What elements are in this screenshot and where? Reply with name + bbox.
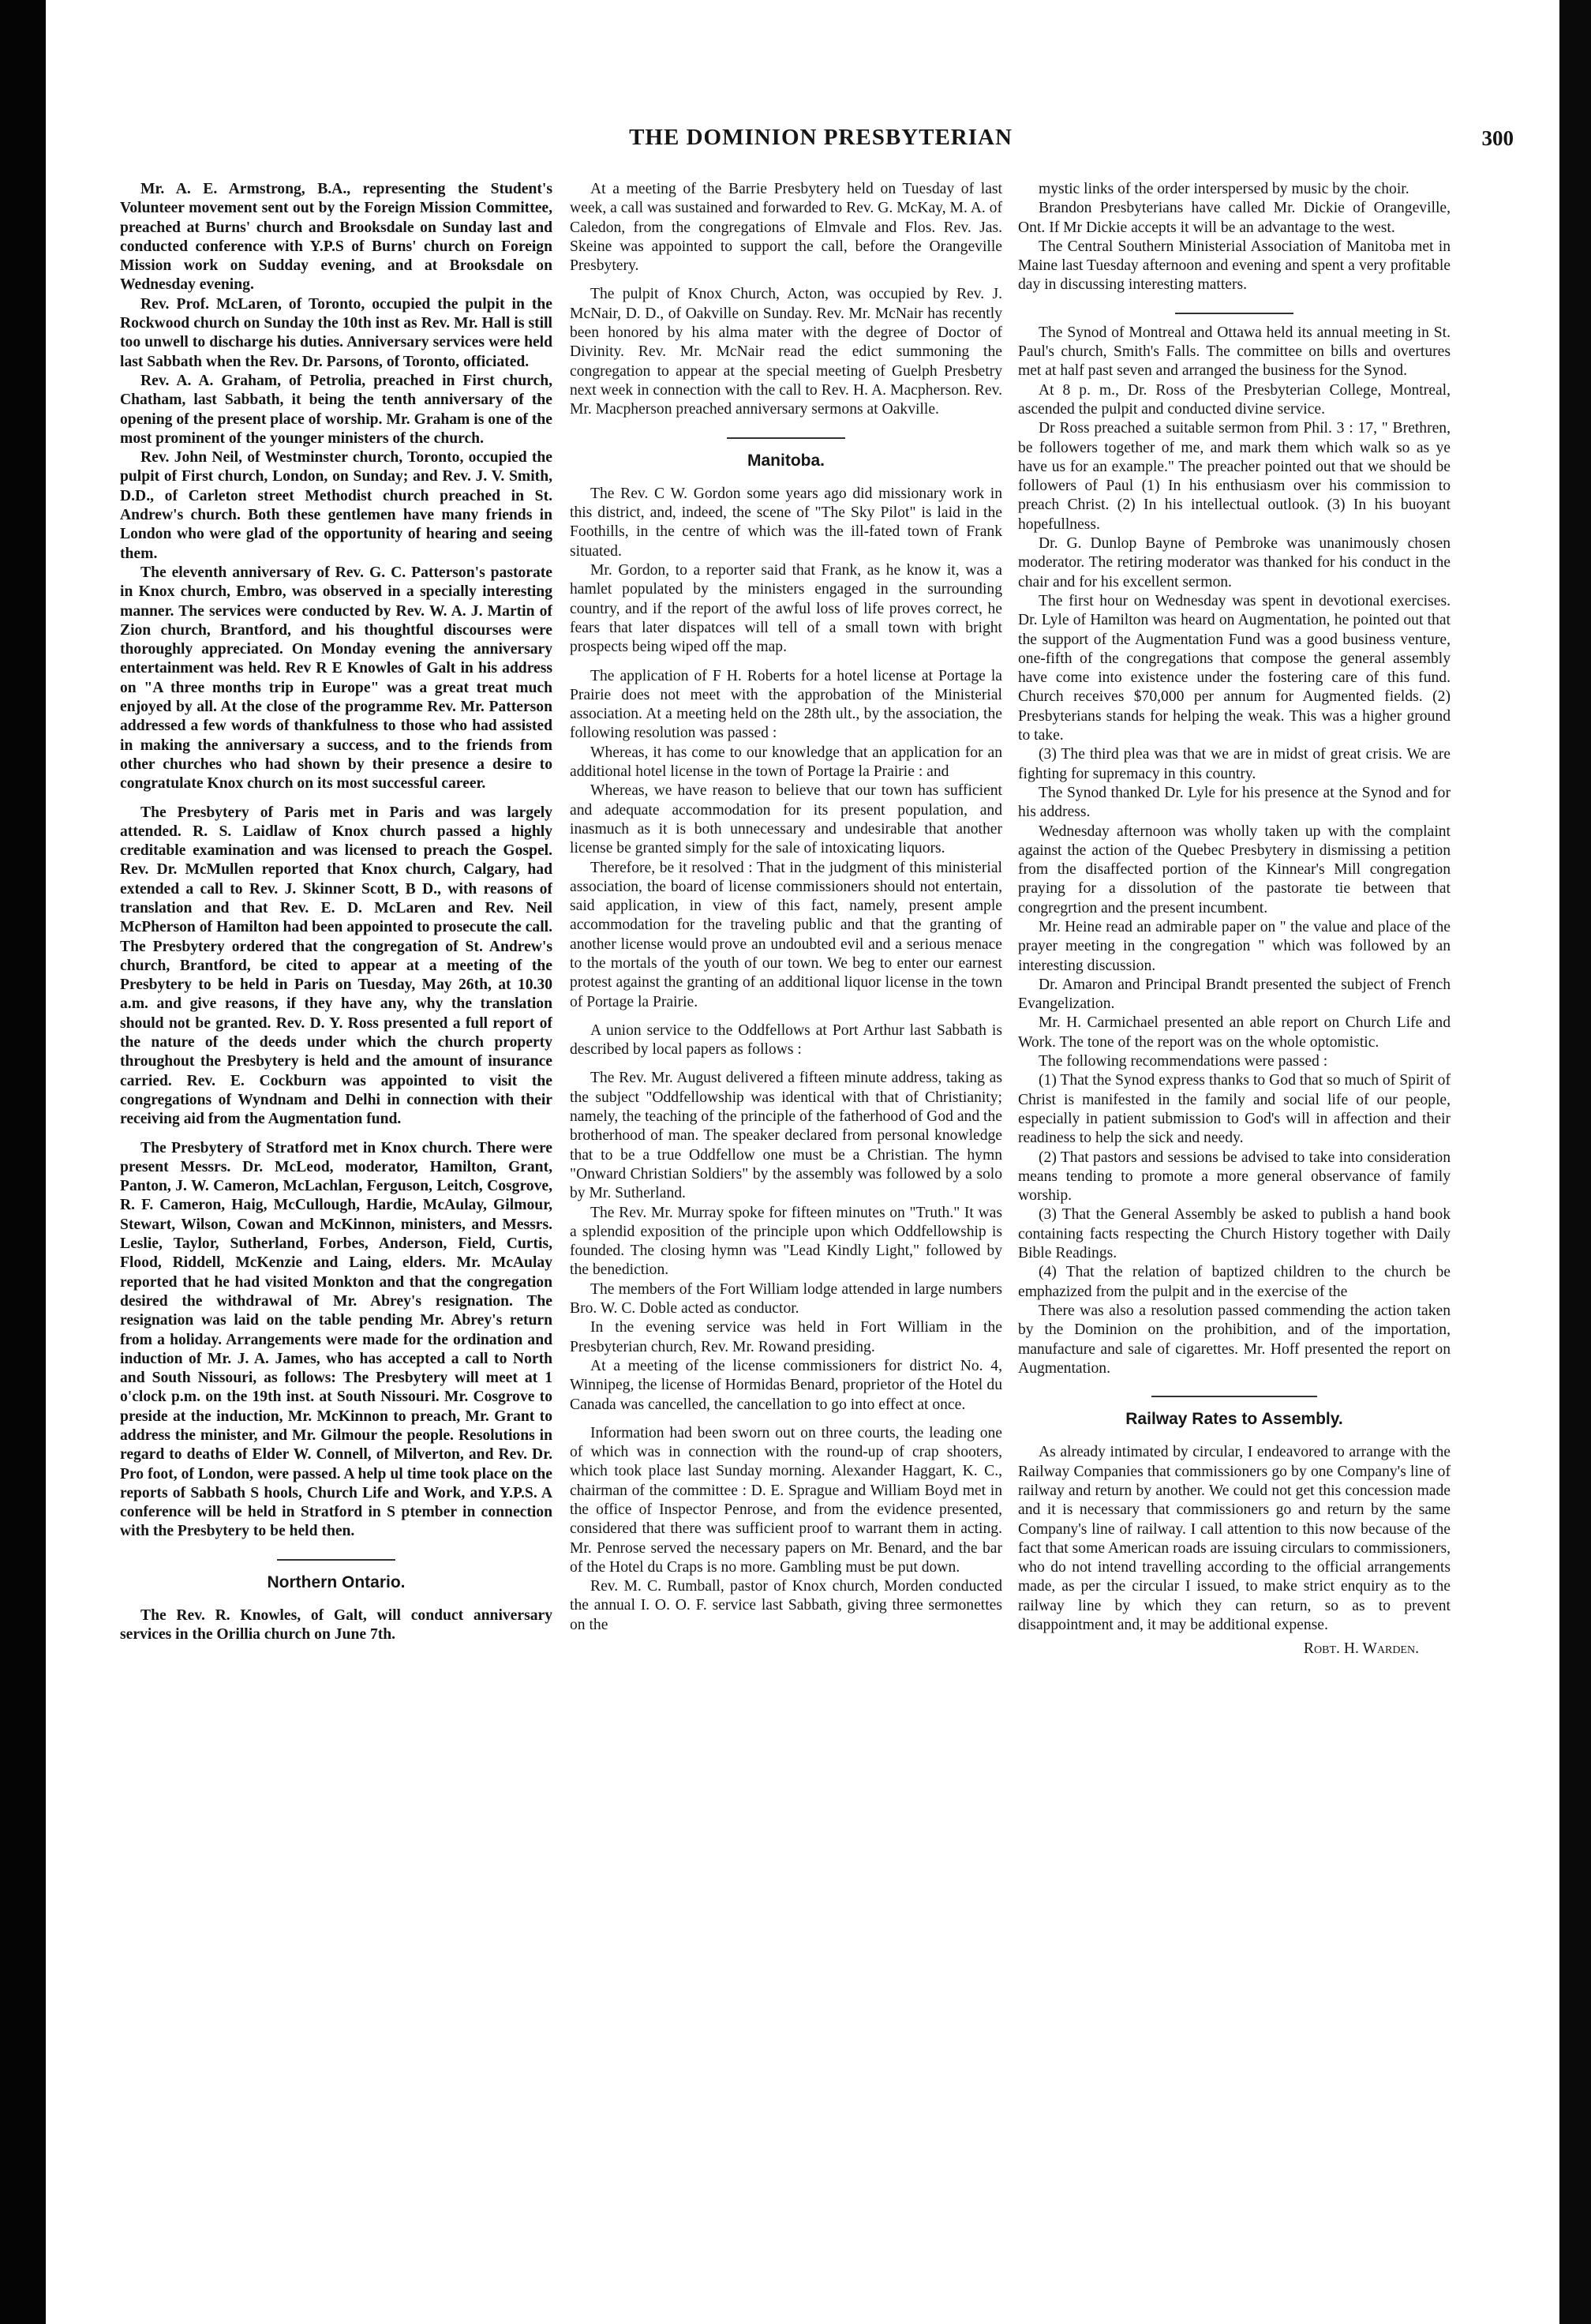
section-heading: Manitoba.: [747, 451, 825, 470]
paragraph: The application of F H. Roberts for a hotel license at Portage la Prairie does not meet with the approbation of the Ministerial association. At a meeting held on the 28th ult., by the association, the following resolution was passed :: [570, 667, 1002, 742]
paragraph: Whereas, we have reason to believe that our town has sufficient and adequate accommodation for its present population, and inasmuch as it is both unnecessary and undesirable that another license be granted simply for the sale of intoxicating liquors.: [570, 782, 1002, 857]
paragraph: The Rev. Mr. August delivered a fifteen minute address, taking as the subject "Oddfellowship was identical with that of Christianity; namely, the teaching of the principle of the fatherhood of God and the brotherhood of man. The speaker declared from personal knowledge that to be a true Oddfellow one must be a Christian. The hymn "Onward Christian Soldiers" by the assembly was followed by a solo by Mr. Sutherland.: [570, 1070, 1002, 1202]
paragraph: The Central Southern Ministerial Association of Manitoba met in Maine last Tuesday afternoon and evening and spent a very profitable day in discussing interesting matters.: [1018, 238, 1451, 294]
paragraph: Rev. Prof. McLaren, of Toronto, occupied the pulpit in the Rockwood church on Sunday the 10th inst as Rev. Mr. Hall is still too unwell to discharge his duties. Anniversary services were held last Sabbath when the Rev. Dr. Parsons, of Toronto, officiated.: [120, 295, 552, 370]
paragraph: A union service to the Oddfellows at Port Arthur last Sabbath is described by local papers as follows :: [570, 1021, 1002, 1059]
paragraph: Dr. Amaron and Principal Brandt presented the subject of French Evangelization.: [1018, 976, 1451, 1013]
paragraph: Dr Ross preached a suitable sermon from Phil. 3 : 17, " Brethren, be followers together of me, and mark them which walk so as ye have us for an example." The preacher pointed out that we should be followers of Paul (1) In his enthusiasm over his commission to preach Christ. (2) In his intellectual outlook. (3) In his buoyant hopefullness.: [1018, 420, 1451, 533]
page-header: [110, 125, 1531, 164]
page-number: 300: [1481, 126, 1514, 150]
paragraph: The first hour on Wednesday was spent in devotional exercises. Dr. Lyle of Hamilton was heard on Augmentation, he pointed out that the support of the Augmentation Fund was a good business venture, one-fifth of the congregations that compose the general assembly have come into existence under the fostering care of this fund. Church receives $70,000 per annum for Augmented fields. (2) Presbyterians stands for helping the weak. This was a higher ground to take.: [1018, 592, 1451, 744]
paragraph: Whereas, it has come to our knowledge that an application for an additional hotel license in the town of Portage la Prairie : and: [570, 744, 1002, 781]
paragraph: As already intimated by circular, I endeavored to arrange with the Railway Companies that commissioners go by one Company's line of railway and return by another. We could not get this concession made and it is necessary that commissioners go and return by the same Company's line of railway. I call attention to this now because of the fact that some American roads are issuing circulars to commissioners, who do not intend travelling according to the official arrangements made, as per the circular I issued, to make strict enquiry as to the railway line by which they can return, so as to prevent disappointment and, it may be additional expense.: [1018, 1444, 1451, 1634]
column-3: [1018, 180, 1451, 2280]
paragraph: Rev. A. A. Graham, of Petrolia, preached in First church, Chatham, last Sabbath, it being the tenth anniversary of the opening of the present place of worship. Mr. Graham is one of the most prominent of the younger ministers of the church.: [120, 372, 552, 447]
paragraph: The Presbytery of Paris met in Paris and was largely attended. R. S. Laidlaw of Knox church passed a highly creditable examination and was licensed to preach the Gospel. Rev. Dr. McMullen reported that Knox church, Calgary, had extended a call to Rev. J. Skinner Scott, B D., with reasons of translation and that Rev. E. D. McLaren and Rev. Neil McPherson of Hamilton had been appointed to prosecute the call. The Presbytery ordered that the congregation of St. Andrew's church, Brantford, be cited to appear at a meeting of the Presbytery to be held in Paris on Tuesday, May 26th, at 10.30 a.m. and give reasons, if they have any, why the translation should not be granted. Rev. D. Y. Ross presented a full report of the nature of the deeds under which the church property throughout the Presbytery is held and the amount of insurance carried. Rev. E. Cockburn was appointed to visit the congregations of Wyndnam and Delhi in connection with their receiving aid from the Augmentation fund.: [120, 804, 552, 1128]
paragraph: In the evening service was held in Fort William in the Presbyterian church, Rev. Mr. Rowand presiding.: [570, 1319, 1002, 1355]
column-1: [120, 180, 552, 2280]
paragraph: The members of the Fort William lodge attended in large numbers Bro. W. C. Doble acted as conductor.: [570, 1280, 1002, 1318]
paragraph: The following recommendations were passed :: [1039, 1053, 1328, 1070]
paragraph: At 8 p. m., Dr. Ross of the Presbyterian College, Montreal, ascended the pulpit and conducted divine service.: [1018, 381, 1451, 418]
section-heading: Railway Rates to Assembly.: [1125, 1410, 1343, 1429]
section-heading: Northern Ontario.: [267, 1572, 406, 1591]
paragraph: Brandon Presbyterians have called Mr. Dickie of Orangeville, Ont. If Mr Dickie accepts it will be an advantage to the west.: [1018, 200, 1451, 236]
paragraph: Therefore, be it resolved : That in the judgment of this ministerial association, the board of license commissioners should not entertain, said application, in view of this fact, namely, present ample accommodation for the traveling public and that the granting of another license would prove an undoubted evil and a serious menace to the mortals of the youth of our town. We beg to enter our earnest protest against the granting of an additional liquor license in the town of Portage la Prairie.: [570, 859, 1002, 1010]
paragraph: Information had been sworn out on three courts, the leading one of which was in connection with the round-up of crap shooters, which took place last Sunday morning. Alexander Haggart, K. C., chairman of the committee : D. E. Sprague and William Boyd met in the office of Inspector Penrose, and from the evidence presented, considered that there was sufficient proof to warrant them in acting. Mr. Penrose served the necessary papers on Mr. Benard, and the bar of the Hotel du Craps is no more. Gambling must be put down.: [570, 1424, 1002, 1576]
signature: Robt. H. Warden.: [1303, 1640, 1419, 1658]
paragraph: At a meeting of the Barrie Presbytery held on Tuesday of last week, a call was sustained and forwarded to Rev. G. McKay, M. A. of Caledon, from the congregations of Elmvale and Flos. Rev. Jas. Skeine was appointed to support the call, before the Orangeville Presbytery.: [570, 181, 1002, 275]
paragraph: At a meeting of the license commissioners for district No. 4, Winnipeg, the license of Hormidas Benard, proprietor of the Hotel du Canada was cancelled, the cancellation to go into effect at once.: [570, 1357, 1002, 1413]
paragraph: The Rev. C W. Gordon some years ago did missionary work in this district, and, indeed, the scene of "The Sky Pilot" is laid in the Foothills, in the centre of which was the ill-fated town of Frank situated.: [570, 485, 1002, 560]
paragraph: mystic links of the order interspersed by music by the choir.: [1039, 181, 1409, 197]
paragraph: (4) That the relation of baptized children to the church be emphazized from the pulpit and in the exercise of the: [1018, 1264, 1451, 1300]
paragraph: The Synod of Montreal and Ottawa held its annual meeting in St. Paul's church, Smith's Falls. The committee on bills and overtures met at half past seven and arranged the business for the Synod.: [1018, 324, 1451, 380]
section-rule: [1151, 1396, 1317, 1397]
paragraph: Rev. John Neil, of Westminster church, Toronto, occupied the pulpit of First church, London, on Sunday; and Rev. J. V. Smith, D.D., of Carleton street Methodist church preached in St. Andrew's church. Both these gentlemen have many friends in London who were glad of the opportunity of hearing and seeing them.: [120, 449, 552, 562]
section-rule: [727, 437, 845, 439]
paragraph: There was also a resolution passed commending the action taken by the Dominion on the prohibition, and of the importation, manufacture and sale of cigarettes. Mr. Hoff presented the report on Augmentation.: [1018, 1302, 1451, 1377]
running-title: THE DOMINION PRESBYTERIAN: [629, 125, 1013, 150]
paragraph: Rev. M. C. Rumball, pastor of Knox church, Morden conducted the annual I. O. O. F. service last Sabbath, giving three sermonettes on the: [570, 1578, 1002, 1633]
paragraph: Dr. G. Dunlop Bayne of Pembroke was unanimously chosen moderator. The retiring moderator was thanked for his conduct in the chair and for his excellent sermon.: [1018, 535, 1451, 590]
paragraph: (3) That the General Assembly be asked to publish a hand book containing facts respecting the Church History together with Daily Bible Readings.: [1018, 1206, 1451, 1262]
paragraph: Mr. A. E. Armstrong, B.A., representing the Student's Volunteer movement sent out by the Foreign Mission Committee, preached at Burns' church and Brooksdale on Sunday last and conducted conference with Y.P.S of Burns' church on Foreign Mission work on Sudday evening, and at Brooksdale on Wednesday evening.: [120, 181, 552, 294]
paragraph: Wednesday afternoon was wholly taken up with the complaint against the action of the Quebec Presbytery in dismissing a petition from the disaffected portion of the Kinnear's Mill congregation praying for a dissolution of the pastorate tie between that congregrtion and the present incumbent.: [1018, 823, 1451, 916]
scan-edge-right: [1559, 0, 1591, 2324]
scan-edge-left: [0, 0, 46, 2324]
paragraph: Mr. H. Carmichael presented an able report on Church Life and Work. The tone of the report was on the whole optomistic.: [1018, 1014, 1451, 1051]
paragraph: The Rev. R. Knowles, of Galt, will conduct anniversary services in the Orillia church on June 7th.: [120, 1607, 552, 1644]
paragraph: The Rev. Mr. Murray spoke for fifteen minutes on "Truth." It was a splendid exposition of the principle upon which Oddfellowship is founded. The closing hymn was "Lead Kindly Light," followed by the benediction.: [570, 1204, 1002, 1279]
paragraph: The Presbytery of Stratford met in Knox church. There were present Messrs. Dr. McLeod, moderator, Hamilton, Grant, Panton, J. W. Cameron, McLachlan, Ferguson, Leitch, Cosgrove, R. F. Cameron, Haig, McCullough, Hardie, McAulay, Gilmour, Stewart, Wilson, Cowan and McKinnon, ministers, and Messrs. Leslie, Taylor, Sutherland, Forbes, Anderson, Field, Curtis, Flood, Riddell, McKenzie and Laing, elders. Mr. McAulay reported that he had visited Monkton and that the congregation desired the withdrawal of Mr. Abrey's resignation. The resignation was laid on the table pending Mr. Abrey's return from a holiday. Arrangements were made for the ordination and induction of Mr. J. A. James, who has accepted a call to North and South Nissouri, as follows: The Presbytery will meet at 1 o'clock p.m. on the 19th inst. at South Nissouri. Mr. Cosgrove to preside at the induction, Mr. McKinnon to preach, Mr. Grant to address the minister, and Mr. Gilmour the people. Resolutions in regard to deaths of Elder W. Connell, of Milverton, and Rev. Dr. Pro foot, of London, were passed. A help ul time took place on the reports of Sabbath S hools, Church Life and Work, and Y.P.S. A conference will be held in Stratford in S ptember in connection with the Presbytery to be held then.: [120, 1139, 552, 1540]
paragraph: Mr. Gordon, to a reporter said that Frank, as he know it, was a hamlet populated by the ministers engaged in the surrounding country, and if the report of the awful loss of life proves correct, he fears that later dispatces will tell of a small town with bright prospects being wiped off the map.: [570, 562, 1002, 656]
paragraph: (1) That the Synod express thanks to God that so much of Spirit of Christ is manifested in the family and social life of our people, especially in patient submission to God's will in affection and their readiness to help the sick and needy.: [1018, 1072, 1451, 1147]
column-2: [570, 180, 1002, 2280]
paragraph: (3) The third plea was that we are in midst of great crisis. We are fighting for supremacy in this country.: [1018, 746, 1451, 782]
paragraph: The eleventh anniversary of Rev. G. C. Patterson's pastorate in Knox church, Embro, was observed in a specially interesting manner. The services were conducted by Rev. W. A. J. Martin of Zion church, Brantford, and his thoughtful discourses were thoroughly appreciated. On Monday evening the anniversary entertainment was held. Rev R E Knowles of Galt in his address on "A three months trip in Europe" was a great treat much enjoyed by all. At the close of the programme Rev. Mr. Patterson addressed a few words of thankfulness to those who had assisted in making the anniversary a success, and to the friends from other churches who had shown by their presence a desire to congratulate Knox church on its most successful career.: [120, 564, 552, 793]
paragraph: Mr. Heine read an admirable paper on " the value and place of the prayer meeting in the congregation " which was followed by an interesting discussion.: [1018, 918, 1451, 974]
section-rule: [277, 1559, 395, 1561]
paragraph: (2) That pastors and sessions be advised to take into consideration means tending to promote a more general observance of family worship.: [1018, 1149, 1451, 1205]
section-rule: [1175, 313, 1293, 314]
paragraph: The Synod thanked Dr. Lyle for his presence at the Synod and for his address.: [1018, 784, 1451, 821]
paragraph: The pulpit of Knox Church, Acton, was occupied by Rev. J. McNair, D. D., of Oakville on Sunday. Rev. Mr. McNair has recently been honored by his alma mater with the degree of Doctor of Divinity. Rev. Mr. McNair read the edict summoning the congregation to appear at the special meeting of Guelph Presbetry next week in connection with the call to Rev. H. A. Macpherson. Rev. Mr. Macpherson preached anniversary sermons at Oakville.: [570, 286, 1002, 418]
